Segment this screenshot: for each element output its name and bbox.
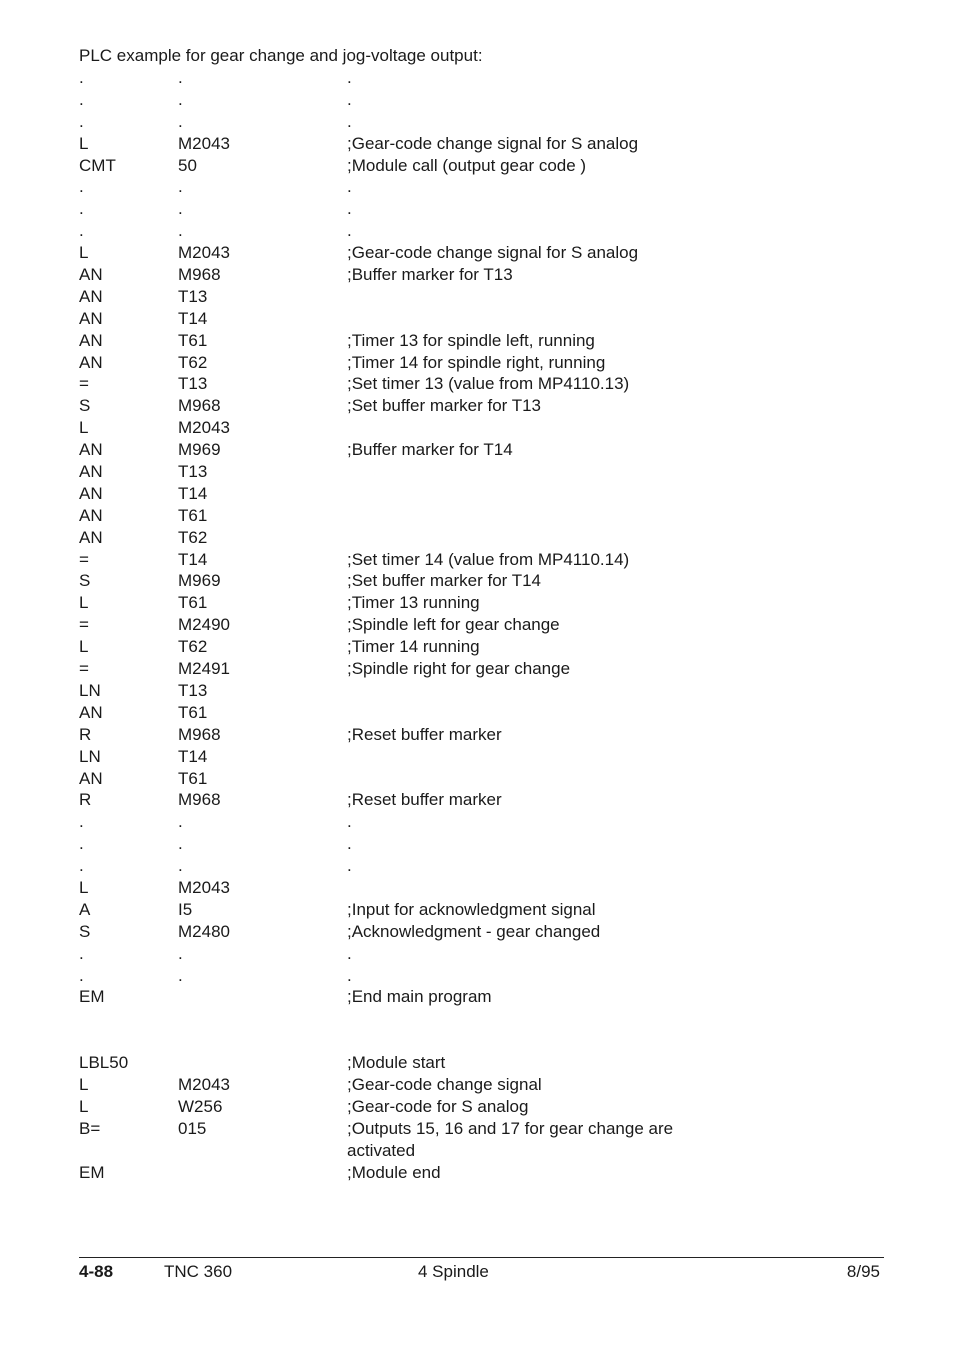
instruction-comment: . [347, 111, 352, 131]
instruction-comment: ;Module end [347, 1162, 441, 1182]
instruction-comment: . [347, 965, 352, 985]
instruction-mnemonic: S [79, 396, 91, 416]
footer-chapter: 4 Spindle [418, 1262, 489, 1281]
instruction-mnemonic: EM [79, 1162, 105, 1182]
instruction-mnemonic: L [79, 243, 89, 263]
code-line [79, 286, 879, 308]
code-line [79, 833, 879, 855]
code-line [79, 877, 879, 899]
code-line [79, 373, 879, 395]
instruction-comment: ;Set timer 14 (value from MP4110.14) [347, 549, 630, 569]
instruction-operand: M968 [178, 265, 221, 285]
code-line [79, 439, 879, 461]
instruction-comment: ;Module call (output gear code ) [347, 155, 587, 175]
instruction-operand: . [178, 812, 183, 832]
instruction-operand: T62 [178, 352, 208, 372]
instruction-mnemonic: L [79, 593, 89, 613]
instruction-mnemonic: . [79, 856, 84, 876]
instruction-mnemonic: R [79, 790, 92, 810]
instruction-comment: activated [347, 1140, 416, 1160]
instruction-operand: M2490 [178, 615, 230, 635]
code-line [79, 636, 879, 658]
instruction-operand: T61 [178, 593, 208, 613]
instruction-mnemonic: AN [79, 702, 103, 722]
instruction-comment: ;Buffer marker for T13 [347, 265, 513, 285]
instruction-operand: T61 [178, 702, 208, 722]
instruction-operand: 50 [178, 155, 197, 175]
instruction-mnemonic: . [79, 221, 84, 241]
instruction-comment: ;Reset buffer marker [347, 724, 502, 744]
code-line [79, 680, 879, 702]
instruction-operand: . [178, 943, 183, 963]
instruction-operand: T13 [178, 462, 208, 482]
code-line [79, 264, 879, 286]
instruction-operand: I5 [178, 899, 193, 919]
code-line [79, 220, 879, 242]
code-line [79, 1030, 879, 1052]
code-line [79, 417, 879, 439]
instruction-operand: M2043 [178, 1074, 230, 1094]
code-line [79, 789, 879, 811]
instruction-operand: . [178, 221, 183, 241]
code-line [79, 505, 879, 527]
instruction-comment: ;Gear-code change signal for S analog [347, 133, 639, 153]
instruction-mnemonic: LN [79, 746, 101, 766]
instruction-operand: M2043 [178, 877, 230, 897]
code-line [79, 965, 879, 987]
instruction-comment: ;Spindle left for gear change [347, 615, 560, 635]
instruction-mnemonic: LBL50 [79, 1053, 129, 1073]
instruction-comment: ;Gear-code change signal [347, 1074, 542, 1094]
code-line [79, 111, 879, 133]
instruction-mnemonic: S [79, 571, 91, 591]
instruction-operand: T62 [178, 527, 208, 547]
instruction-comment: ;Buffer marker for T14 [347, 440, 513, 460]
instruction-mnemonic: EM [79, 987, 105, 1007]
instruction-mnemonic: AN [79, 505, 103, 525]
instruction-comment: ;Gear-code change signal for S analog [347, 243, 639, 263]
code-line [79, 986, 879, 1008]
instruction-operand: . [178, 177, 183, 197]
code-line [79, 1074, 879, 1096]
instruction-mnemonic: = [79, 615, 89, 635]
code-line [79, 352, 879, 374]
instruction-mnemonic: . [79, 177, 84, 197]
instruction-comment: ;Acknowledgment - gear changed [347, 921, 601, 941]
instruction-operand: . [178, 89, 183, 109]
code-line [79, 724, 879, 746]
instruction-operand: T62 [178, 637, 208, 657]
instruction-mnemonic: S [79, 921, 91, 941]
instruction-mnemonic: = [79, 374, 89, 394]
code-line [79, 89, 879, 111]
instruction-mnemonic: . [79, 834, 84, 854]
instruction-mnemonic: . [79, 965, 84, 985]
code-line [79, 1052, 879, 1074]
instruction-comment: . [347, 68, 352, 87]
code-line [79, 67, 879, 89]
code-line [79, 176, 879, 198]
instruction-operand: M969 [178, 440, 221, 460]
instruction-mnemonic: R [79, 724, 92, 744]
instruction-comment: ;Set buffer marker for T13 [347, 396, 542, 416]
instruction-operand: T14 [178, 549, 208, 569]
instruction-mnemonic: AN [79, 768, 103, 788]
code-line [79, 570, 879, 592]
instruction-comment: ;Timer 14 running [347, 637, 480, 657]
instruction-operand: M2043 [178, 133, 230, 153]
instruction-comment: . [347, 943, 352, 963]
instruction-operand: M2480 [178, 921, 230, 941]
instruction-operand: M969 [178, 571, 221, 591]
code-line [79, 549, 879, 571]
instruction-comment: . [347, 812, 352, 832]
code-line [79, 330, 879, 352]
code-line [79, 198, 879, 220]
instruction-mnemonic: LN [79, 680, 101, 700]
instruction-mnemonic: L [79, 418, 89, 438]
instruction-operand: M968 [178, 724, 221, 744]
code-line [79, 614, 879, 636]
code-line [79, 855, 879, 877]
instruction-mnemonic: L [79, 1096, 89, 1116]
code-line [79, 1096, 879, 1118]
page-heading: PLC example for gear change and jog-voltage output: [79, 46, 483, 65]
instruction-mnemonic: L [79, 133, 89, 153]
instruction-operand: 015 [178, 1118, 207, 1138]
instruction-operand: . [178, 199, 183, 219]
footer-divider [79, 1257, 884, 1258]
instruction-mnemonic: AN [79, 286, 103, 306]
instruction-comment: . [347, 856, 352, 876]
code-line [79, 242, 879, 264]
instruction-operand: M2043 [178, 243, 230, 263]
instruction-mnemonic: B= [79, 1118, 101, 1138]
instruction-operand: M968 [178, 396, 221, 416]
instruction-operand: . [178, 856, 183, 876]
instruction-mnemonic: . [79, 812, 84, 832]
code-line [79, 395, 879, 417]
instruction-operand: T61 [178, 505, 208, 525]
instruction-comment: ;Timer 14 for spindle right, running [347, 352, 606, 372]
instruction-mnemonic: AN [79, 527, 103, 547]
code-line [79, 461, 879, 483]
instruction-comment: ;Timer 13 running [347, 593, 480, 613]
instruction-comment: ;Input for acknowledgment signal [347, 899, 596, 919]
code-line [79, 1140, 879, 1162]
instruction-comment: ;Module start [347, 1053, 446, 1073]
footer-page-number: 4-88 [79, 1262, 114, 1281]
instruction-operand: . [178, 111, 183, 131]
instruction-mnemonic: L [79, 1074, 89, 1094]
instruction-mnemonic: AN [79, 440, 103, 460]
instruction-comment: ;End main program [347, 987, 492, 1007]
code-line [79, 527, 879, 549]
code-line [79, 592, 879, 614]
instruction-mnemonic: . [79, 943, 84, 963]
instruction-operand: M2043 [178, 418, 230, 438]
code-line [79, 483, 879, 505]
code-line [79, 1162, 879, 1184]
instruction-mnemonic: AN [79, 308, 103, 328]
code-line [79, 658, 879, 680]
instruction-mnemonic: L [79, 877, 89, 897]
instruction-comment: . [347, 221, 352, 241]
code-line [79, 702, 879, 724]
footer-model: TNC 360 [164, 1262, 233, 1281]
instruction-comment: ;Outputs 15, 16 and 17 for gear change are [347, 1118, 674, 1138]
code-line [79, 308, 879, 330]
instruction-mnemonic: AN [79, 265, 103, 285]
code-line [79, 133, 879, 155]
instruction-operand: T13 [178, 374, 208, 394]
instruction-comment: ;Set timer 13 (value from MP4110.13) [347, 374, 630, 394]
instruction-comment: ;Set buffer marker for T14 [347, 571, 542, 591]
code-line [79, 943, 879, 965]
instruction-operand: T61 [178, 330, 208, 350]
code-line [79, 921, 879, 943]
code-line [79, 746, 879, 768]
code-line [79, 768, 879, 790]
code-line [79, 1008, 879, 1030]
instruction-mnemonic: . [79, 68, 84, 87]
instruction-comment: ;Gear-code for S analog [347, 1096, 529, 1116]
instruction-operand: T13 [178, 286, 208, 306]
instruction-operand: T61 [178, 768, 208, 788]
instruction-mnemonic: . [79, 199, 84, 219]
instruction-comment: . [347, 199, 352, 219]
code-line [79, 1118, 879, 1140]
instruction-mnemonic: . [79, 111, 84, 131]
instruction-mnemonic: = [79, 659, 89, 679]
footer-date: 8/95 [846, 1262, 880, 1281]
plc-code-listing [79, 67, 879, 1183]
instruction-mnemonic: = [79, 549, 89, 569]
instruction-comment: ;Reset buffer marker [347, 790, 502, 810]
instruction-operand: T14 [178, 746, 208, 766]
instruction-comment: . [347, 834, 352, 854]
instruction-mnemonic: AN [79, 352, 103, 372]
instruction-mnemonic: . [79, 89, 84, 109]
instruction-operand: M2491 [178, 659, 230, 679]
code-line [79, 811, 879, 833]
instruction-mnemonic: AN [79, 483, 103, 503]
instruction-comment: . [347, 177, 352, 197]
instruction-operand: . [178, 68, 183, 87]
instruction-operand: W256 [178, 1096, 223, 1116]
instruction-operand: T14 [178, 483, 208, 503]
instruction-mnemonic: AN [79, 462, 103, 482]
instruction-operand: T14 [178, 308, 208, 328]
instruction-comment: ;Spindle right for gear change [347, 659, 571, 679]
instruction-comment: . [347, 89, 352, 109]
instruction-operand: . [178, 965, 183, 985]
instruction-operand: T13 [178, 680, 208, 700]
code-line [79, 155, 879, 177]
instruction-mnemonic: A [79, 899, 91, 919]
instruction-mnemonic: L [79, 637, 89, 657]
instruction-mnemonic: CMT [79, 155, 116, 175]
instruction-comment: ;Timer 13 for spindle left, running [347, 330, 595, 350]
instruction-operand: M968 [178, 790, 221, 810]
code-line [79, 899, 879, 921]
instruction-mnemonic: AN [79, 330, 103, 350]
instruction-operand: . [178, 834, 183, 854]
